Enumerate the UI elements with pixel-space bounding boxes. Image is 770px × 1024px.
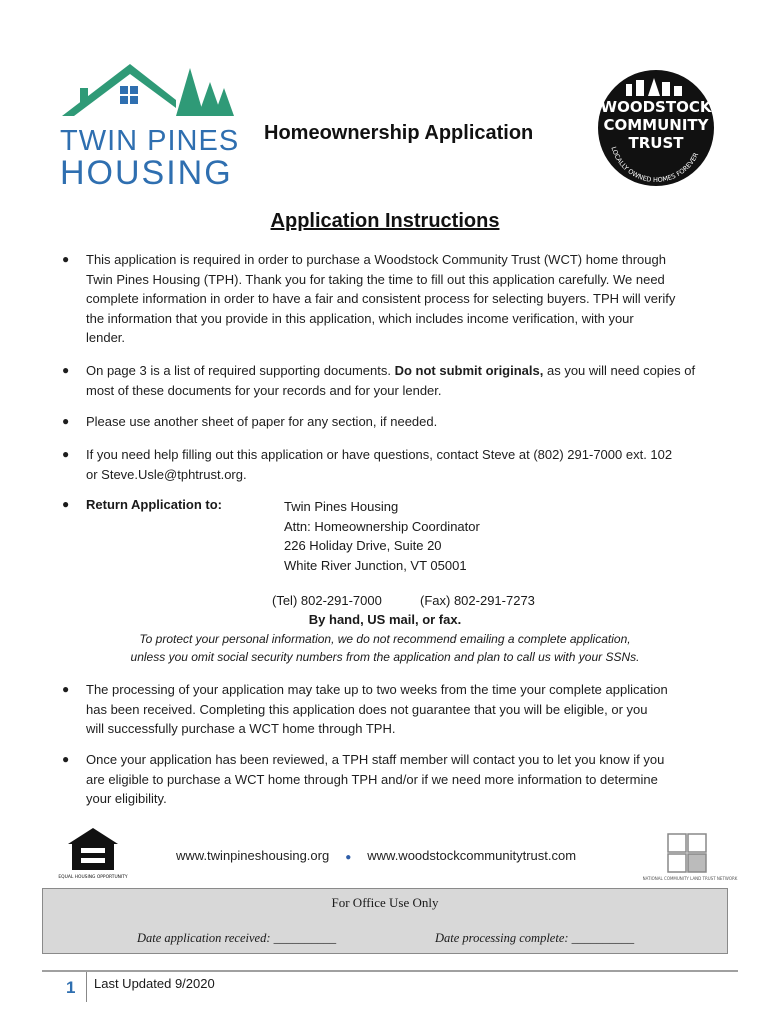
- land-trust-network-logo: [642, 832, 738, 888]
- svg-text:COMMUNITY: COMMUNITY: [603, 116, 709, 134]
- instruction-item-review: ● Once your application has been reviewed, a TPH staff member will contact you to let you know if you are eligible to purchase a WCT home through TPH and/or if we need more information to determine your eligibility.: [62, 752, 665, 806]
- page-number-divider: [86, 972, 87, 1002]
- footer-divider: [42, 970, 738, 972]
- svg-text:EQUAL HOUSING OPPORTUNITY: EQUAL HOUSING OPPORTUNITY: [58, 875, 128, 880]
- bullet-icon: ●: [62, 447, 70, 461]
- page-title: Homeownership Application: [264, 122, 534, 144]
- land-trust-icon: [642, 832, 738, 888]
- svg-text:HOUSING: HOUSING: [60, 154, 233, 192]
- privacy-note-line: unless you omit social security numbers from the application and plan to call us with your SSNs.: [130, 650, 640, 664]
- instruction-item-purpose: ● This application is required in order to purchase a Woodstock Community Trust (WCT) home through Twin Pines Housing (TPH). Thank you for taking the time to fill out this application carefully. We need complete information in order to have a fair and consistent process for selecting buyers. TPH will verify the information that you provide in this application, which includes income verification, with your lender.: [62, 252, 676, 345]
- privacy-note-line: To protect your personal information, we do not recommend emailing a complete application,: [139, 632, 631, 646]
- date-received-field[interactable]: Date application received: __________: [137, 931, 337, 945]
- date-complete-field[interactable]: Date processing complete: __________: [435, 931, 635, 945]
- svg-text:WOODSTOCK: WOODSTOCK: [600, 98, 712, 116]
- svg-text:TRUST: TRUST: [628, 134, 684, 152]
- svg-text:TWIN PINES: TWIN PINES: [60, 125, 240, 157]
- dot-separator-icon: ●: [345, 852, 352, 863]
- contact-email-link[interactable]: or Steve.Usle@tphtrust.org.: [86, 466, 247, 482]
- equal-housing-icon: [58, 826, 128, 886]
- bullet-icon: ●: [62, 682, 70, 696]
- wct-website-link[interactable]: www.woodstockcommunitytrust.com: [367, 848, 577, 863]
- no-originals-warning: Do not submit originals,: [394, 363, 544, 378]
- last-updated: Last Updated 9/2020: [94, 976, 215, 991]
- twin-pines-website-link[interactable]: www.twinpineshousing.org: [176, 848, 330, 863]
- instruction-item-extra-paper: ● Please use another sheet of paper for any section, if needed.: [62, 412, 722, 432]
- page-number: 1: [66, 978, 76, 997]
- instruction-item-processing: ● The processing of your application may take up to two weeks from the time your complete application has been received. Completing this application does not guarantee that you will be eligible, or you will successfully purchase a WCT home through TPH.: [62, 682, 668, 736]
- equal-housing-opportunity-logo: [58, 826, 128, 886]
- instruction-item-help: ● If you need help filling out this application or have questions, contact Steve at (802) 291-7000 ext. 102 or Steve.Usle@tphtrust.org.: [62, 445, 722, 484]
- woodstock-community-trust-logo: [596, 68, 716, 188]
- wct-seal-icon: [596, 68, 716, 188]
- instruction-item-documents: ● On page 3 is a list of required supporting documents. Do not submit originals, as you will need copies of most of these documents for your records and for your lender.: [62, 363, 696, 398]
- fax-number: (Fax) 802-291-7273: [420, 593, 535, 608]
- return-application-label: Return Application to:: [86, 497, 223, 512]
- twin-pines-logo: [58, 58, 240, 192]
- house-trees-icon: [58, 58, 240, 192]
- office-use-box: [42, 888, 728, 954]
- svg-text:NATIONAL COMMUNITY LAND TRUST: NATIONAL COMMUNITY LAND TRUST NETWORK: [642, 876, 738, 881]
- bullet-icon: ●: [62, 497, 70, 511]
- bullet-icon: ●: [62, 752, 70, 766]
- office-use-heading: For Office Use Only: [331, 895, 439, 910]
- delivery-methods: By hand, US mail, or fax.: [308, 612, 462, 627]
- tel-number: (Tel) 802-291-7000: [272, 593, 382, 608]
- instructions-heading: Application Instructions: [270, 210, 500, 232]
- footer-links: [176, 848, 576, 863]
- bullet-icon: ●: [62, 414, 70, 428]
- svg-text:LOCALLY OWNED HOMES FOREVER: LOCALLY OWNED HOMES FOREVER: [609, 145, 701, 185]
- return-address: Twin Pines Housing Attn: Homeownership Coordinator 226 Holiday Drive, Suite 20 White River Junction, VT 05001: [284, 499, 480, 573]
- bullet-icon: ●: [62, 252, 70, 266]
- bullet-icon: ●: [62, 363, 70, 377]
